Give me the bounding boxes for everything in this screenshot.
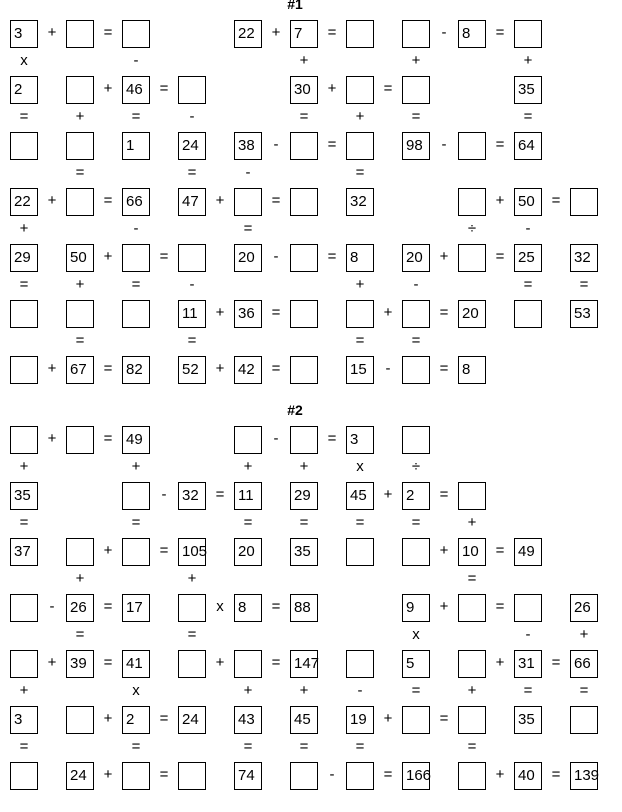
operator-cell: = [327,136,337,153]
operator-cell: = [495,542,505,559]
operator-cell: + [439,598,449,615]
operator-cell: + [47,192,57,209]
blank-cell[interactable] [66,300,94,328]
operator-cell: + [327,80,337,97]
operator-cell: + [75,108,85,125]
number-cell: 166 [402,762,430,790]
blank-cell[interactable] [10,594,38,622]
number-cell: 42 [234,356,262,384]
operator-cell: = [579,682,589,699]
number-cell: 46 [122,76,150,104]
number-cell: 24 [178,706,206,734]
operator-cell: = [523,108,533,125]
operator-cell: = [383,766,393,783]
operator-cell: + [103,542,113,559]
blank-cell[interactable] [66,20,94,48]
number-cell: 31 [514,650,542,678]
blank-cell[interactable] [570,188,598,216]
operator-cell: = [355,738,365,755]
operator-cell: + [467,682,477,699]
number-cell: 139 [570,762,598,790]
number-cell: 36 [234,300,262,328]
operator-cell: + [523,52,533,69]
blank-cell[interactable] [178,650,206,678]
operator-cell: + [47,24,57,41]
blank-cell[interactable] [290,188,318,216]
operator-cell: = [103,360,113,377]
blank-cell[interactable] [458,188,486,216]
blank-cell[interactable] [402,426,430,454]
number-cell: 37 [10,538,38,566]
number-cell: 49 [122,426,150,454]
operator-cell: = [439,710,449,727]
number-cell: 82 [122,356,150,384]
operator-cell: + [215,304,225,321]
number-cell: 50 [514,188,542,216]
operator-cell: = [495,24,505,41]
number-cell: 53 [570,300,598,328]
blank-cell[interactable] [346,538,374,566]
number-cell: 15 [346,356,374,384]
number-cell: 8 [234,594,262,622]
number-cell: 43 [234,706,262,734]
blank-cell[interactable] [66,76,94,104]
operator-cell: x [412,626,420,643]
operator-cell: = [411,514,421,531]
operator-cell: = [19,108,29,125]
operator-cell: + [383,486,393,503]
puzzle-title-1: #1 [287,0,303,12]
operator-cell: + [355,108,365,125]
blank-cell[interactable] [346,762,374,790]
number-cell: 32 [178,482,206,510]
operator-cell: + [47,360,57,377]
operator-cell: = [327,430,337,447]
number-cell: 50 [66,244,94,272]
number-cell: 47 [178,188,206,216]
operator-cell: = [523,276,533,293]
operator-cell: = [579,276,589,293]
operator-cell: = [243,738,253,755]
number-cell: 2 [402,482,430,510]
operator-cell: + [383,710,393,727]
operator-cell: x [356,458,364,475]
blank-cell[interactable] [290,356,318,384]
blank-cell[interactable] [234,188,262,216]
operator-cell: - [133,220,139,237]
operator-cell: - [273,430,279,447]
number-cell: 35 [290,538,318,566]
puzzle-title-2: #2 [287,402,303,418]
number-cell: 32 [570,244,598,272]
number-cell: 22 [234,20,262,48]
operator-cell: - [441,24,447,41]
number-cell: 35 [514,706,542,734]
blank-cell[interactable] [402,300,430,328]
operator-cell: = [439,360,449,377]
operator-cell: + [495,654,505,671]
operator-cell: = [383,80,393,97]
operator-cell: + [299,458,309,475]
operator-cell: - [189,276,195,293]
operator-cell: - [273,136,279,153]
number-cell: 35 [10,482,38,510]
operator-cell: = [75,332,85,349]
blank-cell[interactable] [122,762,150,790]
operator-cell: x [20,52,28,69]
operator-cell: - [385,360,391,377]
operator-cell: - [357,682,363,699]
operator-cell: = [159,542,169,559]
operator-cell: = [19,738,29,755]
number-cell: 24 [66,762,94,790]
operator-cell: + [215,654,225,671]
number-cell: 67 [66,356,94,384]
number-cell: 64 [514,132,542,160]
blank-cell[interactable] [234,426,262,454]
number-cell: 147 [290,650,318,678]
operator-cell: ÷ [411,458,421,475]
number-cell: 22 [10,188,38,216]
operator-cell: = [19,514,29,531]
number-cell: 35 [514,76,542,104]
blank-cell[interactable] [346,132,374,160]
number-cell: 20 [458,300,486,328]
operator-cell: = [131,514,141,531]
operator-cell: - [245,164,251,181]
operator-cell: = [551,192,561,209]
number-cell: 88 [290,594,318,622]
blank-cell[interactable] [402,76,430,104]
number-cell: 9 [402,594,430,622]
blank-cell[interactable] [402,20,430,48]
operator-cell: + [439,248,449,265]
blank-cell[interactable] [458,706,486,734]
number-cell: 20 [234,244,262,272]
operator-cell: = [75,626,85,643]
number-cell: 10 [458,538,486,566]
operator-cell: + [19,682,29,699]
operator-cell: + [495,766,505,783]
blank-cell[interactable] [290,762,318,790]
number-cell: 49 [514,538,542,566]
blank-cell[interactable] [402,356,430,384]
blank-cell[interactable] [66,426,94,454]
operator-cell: + [19,220,29,237]
number-cell: 66 [570,650,598,678]
blank-cell[interactable] [514,594,542,622]
number-cell: 32 [346,188,374,216]
number-cell: 38 [234,132,262,160]
number-cell: 45 [346,482,374,510]
blank-cell[interactable] [346,300,374,328]
operator-cell: = [271,360,281,377]
operator-cell: = [103,598,113,615]
number-cell: 11 [234,482,262,510]
operator-cell: + [271,24,281,41]
blank-cell[interactable] [290,426,318,454]
operator-cell: = [327,24,337,41]
operator-cell: = [19,276,29,293]
operator-cell: = [271,598,281,615]
operator-cell: + [103,710,113,727]
number-cell: 52 [178,356,206,384]
operator-cell: = [495,598,505,615]
operator-cell: = [159,710,169,727]
number-cell: 39 [66,650,94,678]
blank-cell[interactable] [570,706,598,734]
operator-cell: + [215,360,225,377]
operator-cell: = [439,486,449,503]
blank-cell[interactable] [458,650,486,678]
number-cell: 66 [122,188,150,216]
operator-cell: - [49,598,55,615]
number-cell: 2 [122,706,150,734]
operator-cell: = [467,570,477,587]
operator-cell: = [159,766,169,783]
operator-cell: = [243,514,253,531]
operator-cell: + [131,458,141,475]
operator-cell: + [299,682,309,699]
operator-cell: + [579,626,589,643]
blank-cell[interactable] [458,482,486,510]
number-cell: 3 [10,706,38,734]
number-cell: 41 [122,650,150,678]
blank-cell[interactable] [234,650,262,678]
number-cell: 25 [514,244,542,272]
number-cell: 74 [234,762,262,790]
operator-cell: = [355,164,365,181]
operator-cell: + [383,304,393,321]
operator-cell: + [467,514,477,531]
blank-cell[interactable] [402,538,430,566]
blank-cell[interactable] [458,762,486,790]
operator-cell: = [327,248,337,265]
number-cell: 1 [122,132,150,160]
operator-cell: - [133,52,139,69]
operator-cell: + [75,276,85,293]
blank-cell[interactable] [458,132,486,160]
operator-cell: = [131,108,141,125]
blank-cell[interactable] [290,132,318,160]
number-cell: 8 [458,356,486,384]
number-cell: 30 [290,76,318,104]
operator-cell: = [411,332,421,349]
number-cell: 11 [178,300,206,328]
operator-cell: = [271,192,281,209]
number-cell: 26 [570,594,598,622]
blank-cell[interactable] [346,20,374,48]
operator-cell: + [19,458,29,475]
operator-cell: = [271,654,281,671]
blank-cell[interactable] [10,132,38,160]
operator-cell: = [159,80,169,97]
operator-cell: - [525,220,531,237]
operator-cell: = [355,514,365,531]
blank-cell[interactable] [10,356,38,384]
blank-cell[interactable] [178,244,206,272]
operator-cell: + [215,192,225,209]
operator-cell: = [467,738,477,755]
blank-cell[interactable] [514,300,542,328]
operator-cell: = [299,738,309,755]
operator-cell: + [355,276,365,293]
blank-cell[interactable] [346,650,374,678]
number-cell: 20 [402,244,430,272]
operator-cell: = [131,276,141,293]
blank-cell[interactable] [66,188,94,216]
number-cell: 5 [402,650,430,678]
blank-cell[interactable] [290,244,318,272]
operator-cell: + [103,248,113,265]
number-cell: 8 [346,244,374,272]
blank-cell[interactable] [178,762,206,790]
operator-cell: = [551,766,561,783]
operator-cell: - [273,248,279,265]
operator-cell: + [411,52,421,69]
blank-cell[interactable] [290,300,318,328]
operator-cell: = [299,514,309,531]
number-cell: 98 [402,132,430,160]
number-cell: 45 [290,706,318,734]
operator-cell: + [103,80,113,97]
number-cell: 29 [290,482,318,510]
operator-cell: + [299,52,309,69]
number-cell: 29 [10,244,38,272]
number-cell: 3 [10,20,38,48]
blank-cell[interactable] [66,706,94,734]
operator-cell: = [271,304,281,321]
operator-cell: + [243,458,253,475]
number-cell: 3 [346,426,374,454]
operator-cell: - [161,486,167,503]
blank-cell[interactable] [458,244,486,272]
operator-cell: + [495,192,505,209]
blank-cell[interactable] [458,594,486,622]
number-cell: 8 [458,20,486,48]
number-cell: 19 [346,706,374,734]
blank-cell[interactable] [10,300,38,328]
operator-cell: - [189,108,195,125]
operator-cell: x [216,598,224,615]
operator-cell: = [215,486,225,503]
operator-cell: = [523,682,533,699]
operator-cell: + [75,570,85,587]
blank-cell[interactable] [346,76,374,104]
operator-cell: + [439,542,449,559]
number-cell: 40 [514,762,542,790]
number-cell: 17 [122,594,150,622]
blank-cell[interactable] [514,20,542,48]
blank-cell[interactable] [178,594,206,622]
number-cell: 7 [290,20,318,48]
blank-cell[interactable] [122,244,150,272]
operator-cell: = [103,24,113,41]
blank-cell[interactable] [66,538,94,566]
operator-cell: = [411,682,421,699]
operator-cell: = [103,192,113,209]
operator-cell: x [132,682,140,699]
number-cell: 26 [66,594,94,622]
operator-cell: = [75,164,85,181]
operator-cell: = [103,430,113,447]
operator-cell: = [187,164,197,181]
operator-cell: = [355,332,365,349]
blank-cell[interactable] [10,426,38,454]
operator-cell: = [495,136,505,153]
operator-cell: = [439,304,449,321]
operator-cell: - [329,766,335,783]
operator-cell: = [187,332,197,349]
number-cell: 20 [234,538,262,566]
operator-cell: = [299,108,309,125]
operator-cell: + [47,654,57,671]
operator-cell: + [243,682,253,699]
operator-cell: = [551,654,561,671]
blank-cell[interactable] [10,762,38,790]
operator-cell: - [441,136,447,153]
operator-cell: = [187,626,197,643]
blank-cell[interactable] [10,650,38,678]
blank-cell[interactable] [122,538,150,566]
operator-cell: = [243,220,253,237]
operator-cell: = [495,248,505,265]
blank-cell[interactable] [122,300,150,328]
operator-cell: + [47,430,57,447]
operator-cell: - [525,626,531,643]
operator-cell: + [187,570,197,587]
operator-cell: = [131,738,141,755]
operator-cell: = [411,108,421,125]
blank-cell[interactable] [122,20,150,48]
operator-cell: = [103,654,113,671]
operator-cell: - [413,276,419,293]
number-cell: 24 [178,132,206,160]
number-cell: 2 [10,76,38,104]
blank-cell[interactable] [122,482,150,510]
operator-cell: + [103,766,113,783]
blank-cell[interactable] [66,132,94,160]
blank-cell[interactable] [402,706,430,734]
operator-cell: = [159,248,169,265]
number-cell: 105 [178,538,206,566]
blank-cell[interactable] [178,76,206,104]
operator-cell: ÷ [467,220,477,237]
